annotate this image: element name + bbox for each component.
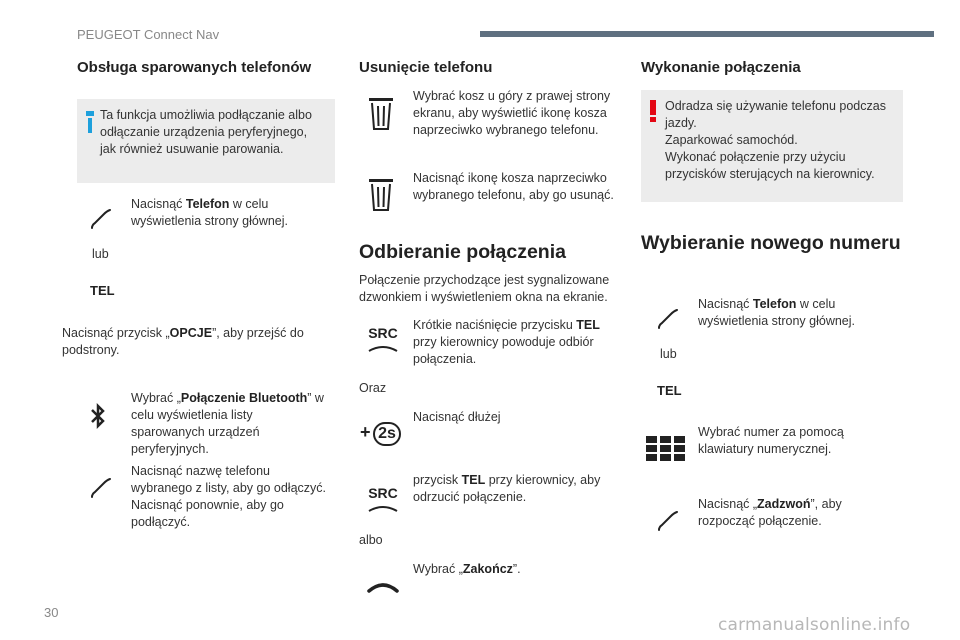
tel-button-label: TEL bbox=[90, 283, 115, 298]
or-label: lub bbox=[660, 347, 677, 361]
warning-icon bbox=[650, 100, 656, 122]
delete-step-1: Wybrać kosz u góry z prawej strony ekranu, aby wyświetlić ikonę kosza naprzeciwko wybranego telefonu. bbox=[413, 89, 611, 137]
section-title-delete-phone: Usunięcie telefonu bbox=[359, 59, 493, 76]
watermark: carmanualsonline.info bbox=[718, 615, 911, 635]
info-icon bbox=[86, 111, 94, 133]
incoming-call-intro: Połączenie przychodzące jest sygnalizowane dzwonkiem i wyświetleniem okna na ekranie. bbox=[359, 273, 610, 304]
src-button-icon: SRC bbox=[366, 325, 400, 358]
page-number: 30 bbox=[44, 605, 59, 620]
dial-step-call: Nacisnąć „Zadzwoń”, aby rozpocząć połączenie. bbox=[698, 497, 842, 528]
bluetooth-icon bbox=[88, 402, 108, 432]
handset-down-icon bbox=[366, 503, 400, 513]
tel-button-label: TEL bbox=[657, 383, 682, 398]
section-title-dial-new-number: Wybieranie nowego numeru bbox=[641, 232, 901, 254]
and-label: Oraz bbox=[359, 381, 387, 395]
dial-step-phone-home: Nacisnąć Telefon w celu wyświetlenia strony głównej. bbox=[698, 297, 856, 328]
long-press-2s-icon: + 2s bbox=[360, 422, 404, 448]
end-call-instruction: Wybrać „Zakończ”. bbox=[413, 562, 521, 576]
header-bar bbox=[480, 31, 934, 37]
phone-handset-icon bbox=[656, 509, 680, 533]
or-label: albo bbox=[359, 533, 383, 547]
handset-down-icon bbox=[366, 343, 400, 353]
section-title-answer-call: Odbieranie połączenia bbox=[359, 241, 566, 263]
warning-text: Odradza się używanie telefonu podczas jazdy. Zaparkować samochód. Wykonać połączenie przy użyciu przycisków sterujących na kierownicy. bbox=[665, 99, 886, 181]
short-press-instruction: Krótkie naciśnięcie przycisku TEL przy kierownicy powoduje odbiór połączenia. bbox=[413, 318, 600, 366]
running-header: PEUGEOT Connect Nav bbox=[77, 27, 220, 42]
options-instruction: Nacisnąć przycisk „OPCJE”, aby przejść do podstrony. bbox=[62, 326, 304, 357]
info-note-text: Ta funkcja umożliwia podłączanie albo odłączanie urządzenia peryferyjnego, jak również usuwanie parowania. bbox=[100, 108, 312, 156]
src-button-icon: SRC bbox=[366, 485, 400, 518]
section-title-paired-phones: Obsługa sparowanych telefonów bbox=[77, 59, 312, 76]
phone-handset-icon bbox=[89, 476, 113, 500]
hang-up-icon bbox=[367, 581, 399, 593]
reject-instruction: przycisk TEL przy kierownicy, aby odrzucić połączenie. bbox=[413, 473, 601, 504]
trash-icon bbox=[368, 178, 394, 212]
delete-step-2: Nacisnąć ikonę kosza naprzeciwko wybranego telefonu, aby go usunąć. bbox=[413, 171, 614, 202]
dial-step-keypad: Wybrać numer za pomocą klawiatury numerycznej. bbox=[698, 425, 844, 456]
phone-handset-icon bbox=[89, 207, 113, 231]
or-label: lub bbox=[92, 247, 109, 261]
step-phone-home: Nacisnąć Telefon w celu wyświetlenia strony głównej. bbox=[131, 197, 289, 228]
warning-note bbox=[641, 90, 903, 202]
section-title-make-call: Wykonanie połączenia bbox=[641, 59, 801, 76]
trash-icon bbox=[368, 97, 394, 131]
step-bluetooth: Wybrać „Połączenie Bluetooth” w celu wyświetlenia listy sparowanych urządzeń peryferyjnych. bbox=[131, 391, 324, 456]
phone-handset-icon bbox=[656, 307, 680, 331]
keypad-icon bbox=[646, 436, 686, 462]
step-connect-phone: Nacisnąć nazwę telefonu wybranego z listy, aby go odłączyć. Nacisnąć ponownie, aby go podłączyć. bbox=[131, 464, 327, 529]
info-note bbox=[77, 99, 335, 183]
long-press-instruction: Nacisnąć dłużej bbox=[413, 410, 501, 424]
